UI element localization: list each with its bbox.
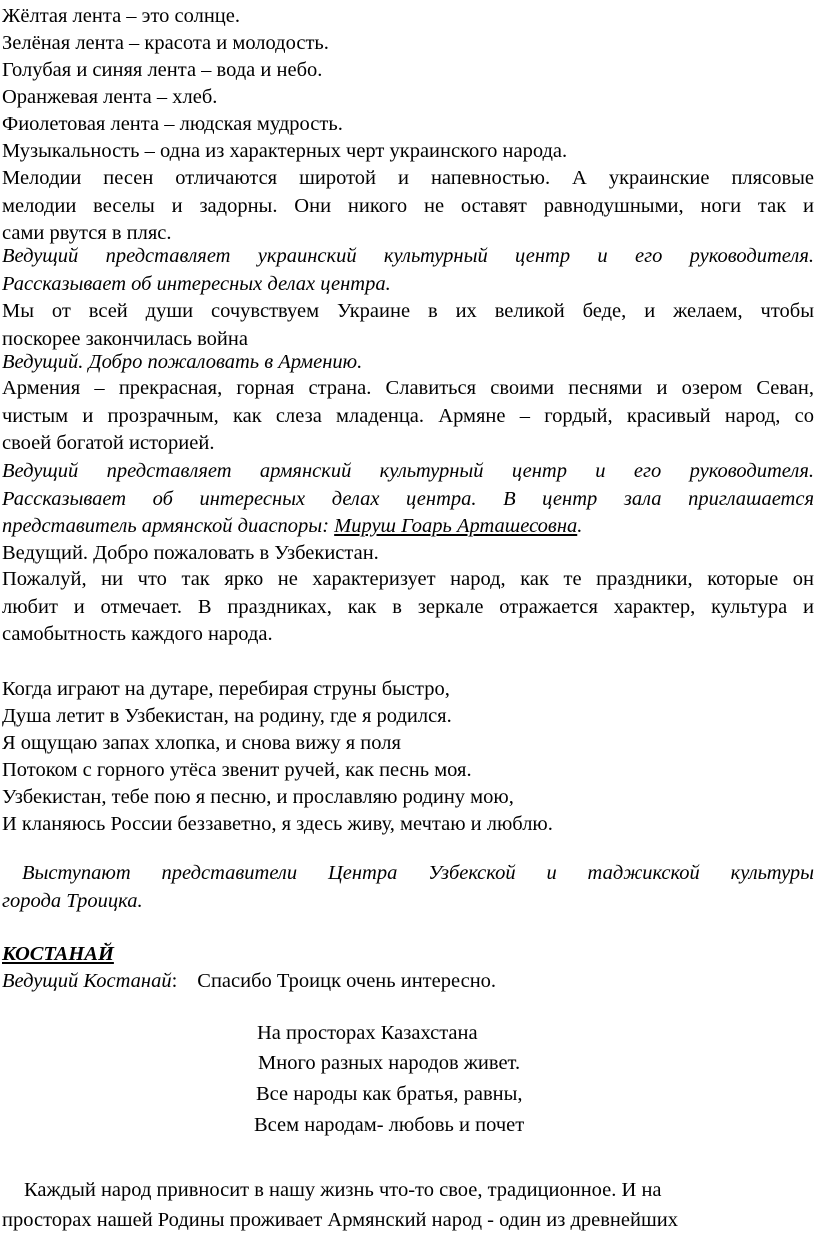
text-line: Пожалуй, ни что так ярко не характеризует народ, как те праздники, которые он	[2, 568, 814, 590]
ribbon-violet: Фиолетовая лента – людская мудрость.	[2, 113, 343, 135]
kz-poem-line: На просторах Казахстана	[257, 1022, 478, 1044]
kz-poem-line: Все народы как братья, равны,	[256, 1083, 523, 1105]
kostanay-host-line	[2, 968, 496, 995]
host-ukraine-direction	[2, 243, 814, 298]
kz-poem-line: Всем народам- любовь и почет	[254, 1114, 525, 1136]
closing-line: просторах нашей Родины проживает Армянский народ - один из древнейших	[2, 1209, 678, 1231]
ribbon-yellow: Жёлтая лента – это солнце.	[2, 5, 241, 27]
uzbek-poem-line: Потоком с горного утёса звенит ручей, как песнь моя.	[2, 759, 472, 781]
uzbek-poem-line: Узбекистан, тебе пою я песню, и прославляю родину мою,	[2, 786, 514, 808]
uzbek-paragraph	[2, 566, 814, 649]
kostanay-heading: КОСТАНАЙ	[2, 943, 114, 965]
host-armenia-direction	[2, 458, 814, 541]
uzbek-poem-line: Я ощущаю запах хлопка, и снова вижу я поля	[2, 732, 401, 754]
text-line: Ведущий представляет украинский культурный центр и его руководителя.	[2, 245, 814, 267]
ribbon-green: Зелёная лента – красота и молодость.	[2, 32, 329, 54]
representative-name: Мируш Гоарь Арташесовна	[334, 515, 578, 537]
text-line: Ведущий представляет армянский культурный центр и его руководителя.	[2, 460, 814, 482]
host-label: Ведущий Костанай	[2, 970, 172, 992]
text-line	[2, 513, 814, 541]
uzbek-poem-line: Душа летит в Узбекистан, на родину, где я родился.	[2, 705, 452, 727]
text-line: Мелодии песен отличаются широтой и напевностью. А украинские плясовые	[2, 167, 814, 189]
ribbon-orange: Оранжевая лента – хлеб.	[2, 86, 218, 108]
host-text: Спасибо Троицк очень интересно.	[197, 970, 497, 992]
text-line: поскорее закончилась война	[2, 327, 248, 350]
armenia-paragraph	[2, 375, 814, 458]
period: .	[577, 515, 583, 537]
text-line: Рассказывает об интересных делах центра. В центр зала приглашается	[2, 487, 814, 510]
text-line: города Троицка.	[2, 889, 143, 912]
sympathy-paragraph	[2, 298, 814, 353]
colon: :	[171, 970, 178, 992]
text-line: любит и отмечает. В праздниках, как в зеркале отражается характер, культура и	[2, 595, 814, 618]
ukraine-melodies-paragraph	[2, 165, 814, 248]
text-line: мелодии веселы и задорны. Они никого не оставят равнодушными, ноги так и	[2, 194, 814, 217]
diaspora-label: представитель армянской диаспоры:	[2, 515, 335, 537]
text-line: сами рвутся в пляс.	[2, 222, 172, 244]
uzbek-performance-direction	[2, 860, 814, 915]
host-armenia-welcome: Ведущий. Добро пожаловать в Армению.	[2, 351, 363, 373]
host-uzbek-welcome: Ведущий. Добро пожаловать в Узбекистан.	[2, 542, 379, 564]
text-line: чистым и прозрачным, как слеза младенца. Армяне – гордый, красивый народ, со	[2, 404, 814, 427]
closing-line: Каждый народ привносит в нашу жизнь что-то свое, традиционное. И на	[24, 1179, 662, 1201]
text-line: Выступают представители Центра Узбекской и таджикской культуры	[22, 862, 814, 884]
ribbon-blue: Голубая и синяя лента – вода и небо.	[2, 59, 323, 81]
musicality-line: Музыкальность – одна из характерных черт украинского народа.	[2, 140, 568, 162]
text-line: своей богатой историей.	[2, 432, 215, 454]
uzbek-poem-line: Когда играют на дутаре, перебирая струны быстро,	[2, 678, 450, 700]
text-line: Мы от всей души сочувствуем Украине в их великой беде, и желаем, чтобы	[2, 300, 814, 322]
text-line: самобытность каждого народа.	[2, 623, 273, 645]
uzbek-poem-line: И кланяюсь России беззаветно, я здесь живу, мечтаю и люблю.	[2, 813, 553, 835]
text-line: Армения – прекрасная, горная страна. Славиться своими песнями и озером Севан,	[2, 377, 814, 399]
text-line: Рассказывает об интересных делах центра.	[2, 272, 391, 295]
kz-poem-line: Много разных народов живет.	[258, 1052, 521, 1074]
